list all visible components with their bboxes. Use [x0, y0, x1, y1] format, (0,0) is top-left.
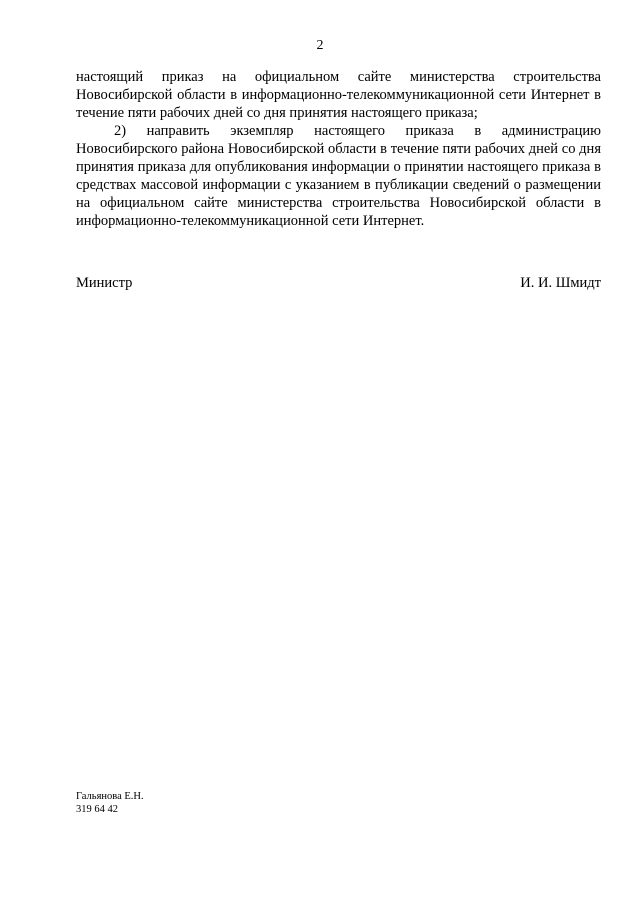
- executor-block: [76, 790, 144, 816]
- executor-phone: 319 64 42: [76, 804, 118, 815]
- body-paragraph-continuation: настоящий приказ на официальном сайте министерства строительства Новосибирской области в информационно-телекоммуникационной сети Интернет в течение пяти рабочих дней со дня принятия настоящего приказа;: [76, 69, 601, 121]
- body-paragraph-item-2: 2) направить экземпляр настоящего приказа в администрацию Новосибирского района Новосибирской области в течение пяти рабочих дней со дня принятия приказа для опубликования информации о принятии настоящего приказа в средствах массовой информации с указанием в публикации сведений о размещении на официальном сайте министерства строительства Новосибирской области в информационно-телекоммуникационной сети Интернет.: [76, 123, 601, 229]
- signature-block: [76, 275, 601, 292]
- document-body: [76, 68, 601, 230]
- page-number: 2: [316, 38, 324, 53]
- signatory-position: Министр: [76, 275, 133, 291]
- signatory-name: И. И. Шмидт: [520, 275, 601, 291]
- executor-name: Гальянова Е.Н.: [76, 791, 144, 802]
